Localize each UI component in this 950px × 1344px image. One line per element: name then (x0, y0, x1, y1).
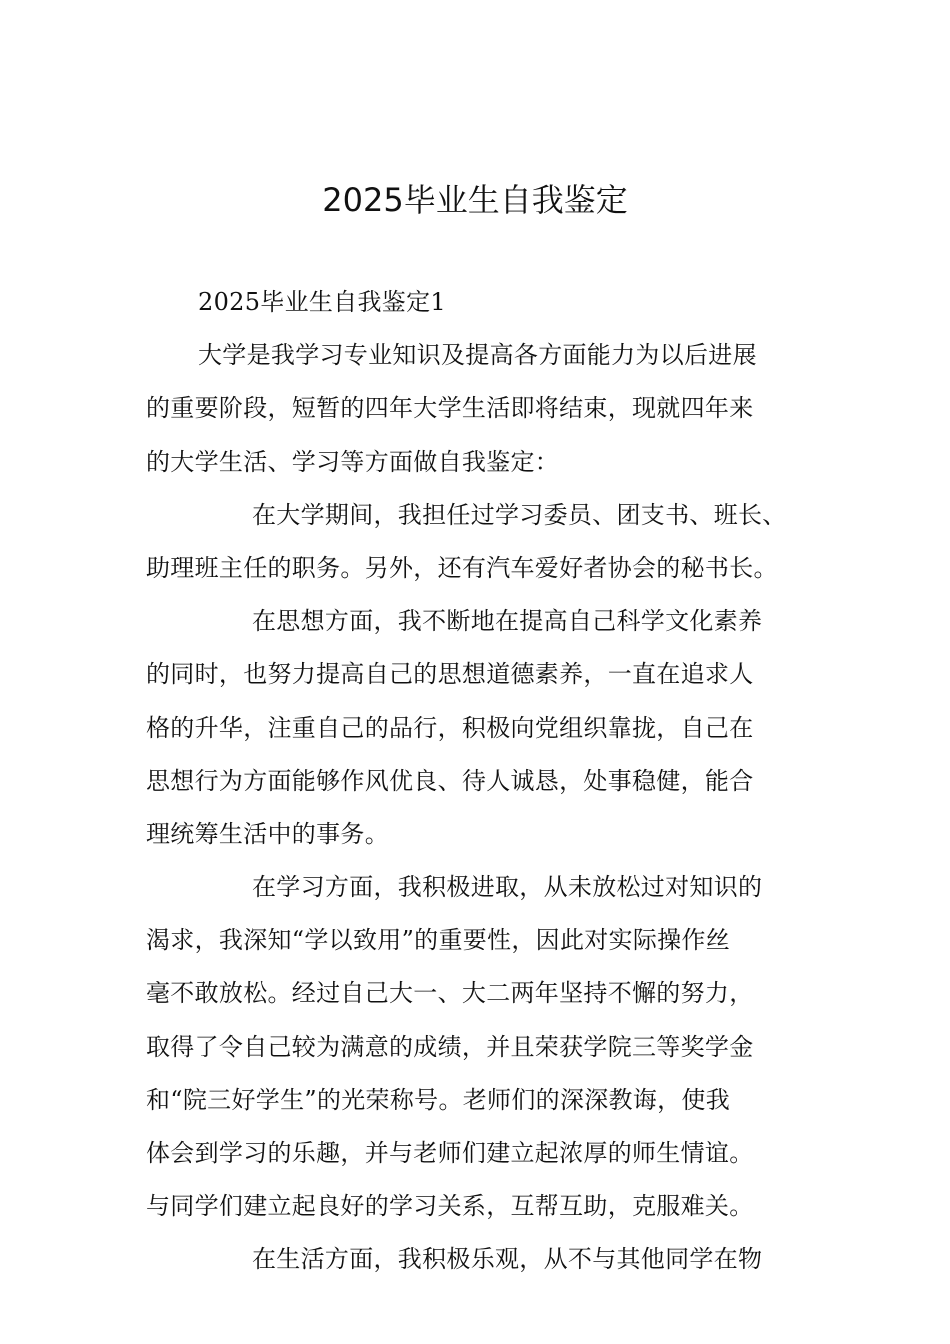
text-line: 在思想方面，我不断地在提高自己科学文化素养 (252, 607, 763, 636)
text-line: 在生活方面，我积极乐观，从不与其他同学在物 (252, 1245, 763, 1274)
text-line: 理统筹生活中的事务。 (146, 819, 389, 848)
text-line: 助理班主任的职务。另外，还有汽车爱好者协会的秘书长。 (146, 553, 778, 582)
text-line: 毫不敢放松。经过自己大一、大二两年坚持不懈的努力， (146, 979, 754, 1008)
text-line: 思想行为方面能够作风优良、待人诚恳，处事稳健，能合 (146, 766, 754, 795)
text-line: 格的升华，注重自己的品行，积极向党组织靠拢，自己在 (146, 713, 754, 742)
document-title: 2025毕业生自我鉴定 (322, 181, 628, 219)
document-body (146, 276, 816, 1287)
text-line: 渴求，我深知“学以致用”的重要性，因此对实际操作丝 (146, 926, 731, 955)
text-line: 的重要阶段，短暂的四年大学生活即将结束，现就四年来 (146, 394, 754, 423)
text-line: 大学是我学习专业知识及提高各方面能力为以后进展 (198, 341, 757, 370)
text-line: 与同学们建立起良好的学习关系，互帮互助，克服难关。 (146, 1192, 754, 1221)
text-line: 在大学期间，我担任过学习委员、团支书、班长、 (252, 500, 787, 529)
text-line: 体会到学习的乐趣，并与老师们建立起浓厚的师生情谊。 (146, 1139, 754, 1167)
section-heading: 2025毕业生自我鉴定1 (198, 288, 446, 316)
text-line: 取得了令自己较为满意的成绩，并且荣获学院三等奖学金 (146, 1032, 754, 1061)
text-line: 的大学生活、学习等方面做自我鉴定： (146, 447, 560, 476)
text-line: 在学习方面，我积极进取，从未放松过对知识的 (252, 873, 763, 902)
text-line: 的同时，也努力提高自己的思想道德素养，一直在追求人 (146, 660, 754, 689)
text-line: 和“院三好学生”的光荣称号。老师们的深深教诲，使我 (146, 1085, 731, 1114)
